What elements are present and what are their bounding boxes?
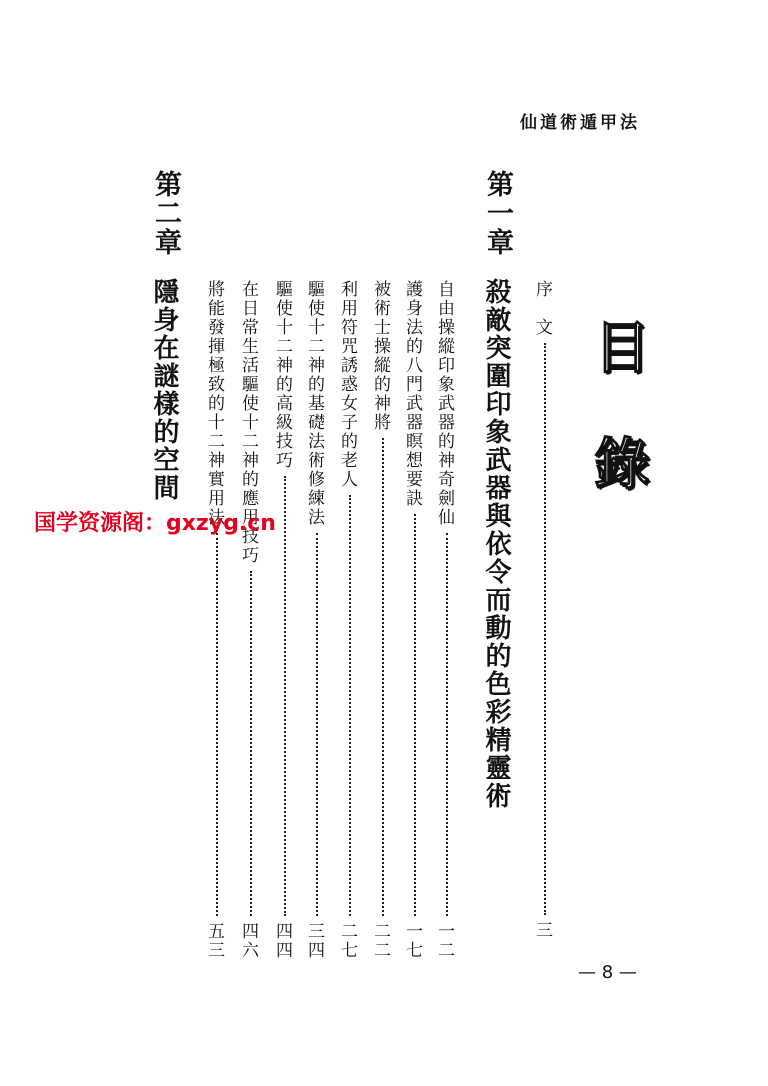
toc-entry-text: 利用符咒誘惑女子的老人 bbox=[337, 280, 357, 489]
chapter-1-label: 第一章 bbox=[482, 170, 513, 257]
toc-entry-text: 驅使十二神的高級技巧 bbox=[272, 280, 292, 470]
leader-dots bbox=[284, 476, 286, 916]
leader-dots bbox=[316, 533, 318, 916]
toc-entry-page: 三四 bbox=[304, 922, 324, 960]
toc-entry-page: 四六 bbox=[238, 922, 258, 960]
leader-dots bbox=[414, 514, 416, 916]
toc-entry bbox=[236, 280, 261, 960]
toc-entry-page: 四四 bbox=[272, 922, 292, 960]
toc-entry bbox=[202, 280, 227, 960]
toc-title: 目錄 bbox=[585, 318, 651, 550]
toc-entry-page: 三 bbox=[532, 921, 552, 940]
toc-entry-text: 在日常生活驅使十二神的應用技巧 bbox=[238, 280, 258, 565]
leader-dots bbox=[382, 438, 384, 916]
toc-entry bbox=[302, 280, 327, 960]
toc-entry-page: 二七 bbox=[337, 922, 357, 960]
leader-dots bbox=[544, 343, 546, 915]
chapter-2-label: 第二章 bbox=[150, 170, 181, 257]
toc-entry-page: 一七 bbox=[402, 922, 422, 960]
toc-entry-page: 五三 bbox=[204, 922, 224, 960]
toc-entry-text: 驅使十二神的基礎法術修練法 bbox=[304, 280, 324, 527]
toc-entry bbox=[335, 280, 360, 960]
leader-dots bbox=[250, 571, 252, 916]
toc-entry-page: 一二 bbox=[434, 922, 454, 960]
toc-entry bbox=[270, 280, 295, 960]
toc-entry-text: 被術士操縱的神將 bbox=[370, 280, 390, 432]
toc-entry-text: 序 文 bbox=[532, 280, 552, 337]
toc-entry bbox=[400, 280, 425, 960]
leader-dots bbox=[349, 495, 351, 916]
toc-entry bbox=[432, 280, 457, 960]
chapter-1-title: 殺敵突圍印象武器與依令而動的色彩精靈術 bbox=[481, 278, 511, 810]
toc-entry bbox=[368, 280, 393, 960]
toc-entry-page: 二二 bbox=[370, 922, 390, 960]
chapter-2-title: 隱身在謎樣的空間 bbox=[149, 278, 179, 502]
page-number: — 8 — bbox=[578, 962, 637, 983]
running-head: 仙道術遁甲法 bbox=[520, 113, 640, 133]
toc-entry-text: 將能發揮極致的十二神實用法 bbox=[204, 280, 224, 527]
leader-dots bbox=[216, 533, 218, 916]
leader-dots bbox=[446, 533, 448, 916]
toc-entry-text: 自由操縱印象武器的神奇劍仙 bbox=[434, 280, 454, 527]
toc-entry-text: 護身法的八門武器瞑想要訣 bbox=[402, 280, 422, 508]
watermark: 国学资源阁：gxzyg.cn bbox=[34, 511, 276, 536]
toc-entry-preface bbox=[530, 280, 555, 940]
